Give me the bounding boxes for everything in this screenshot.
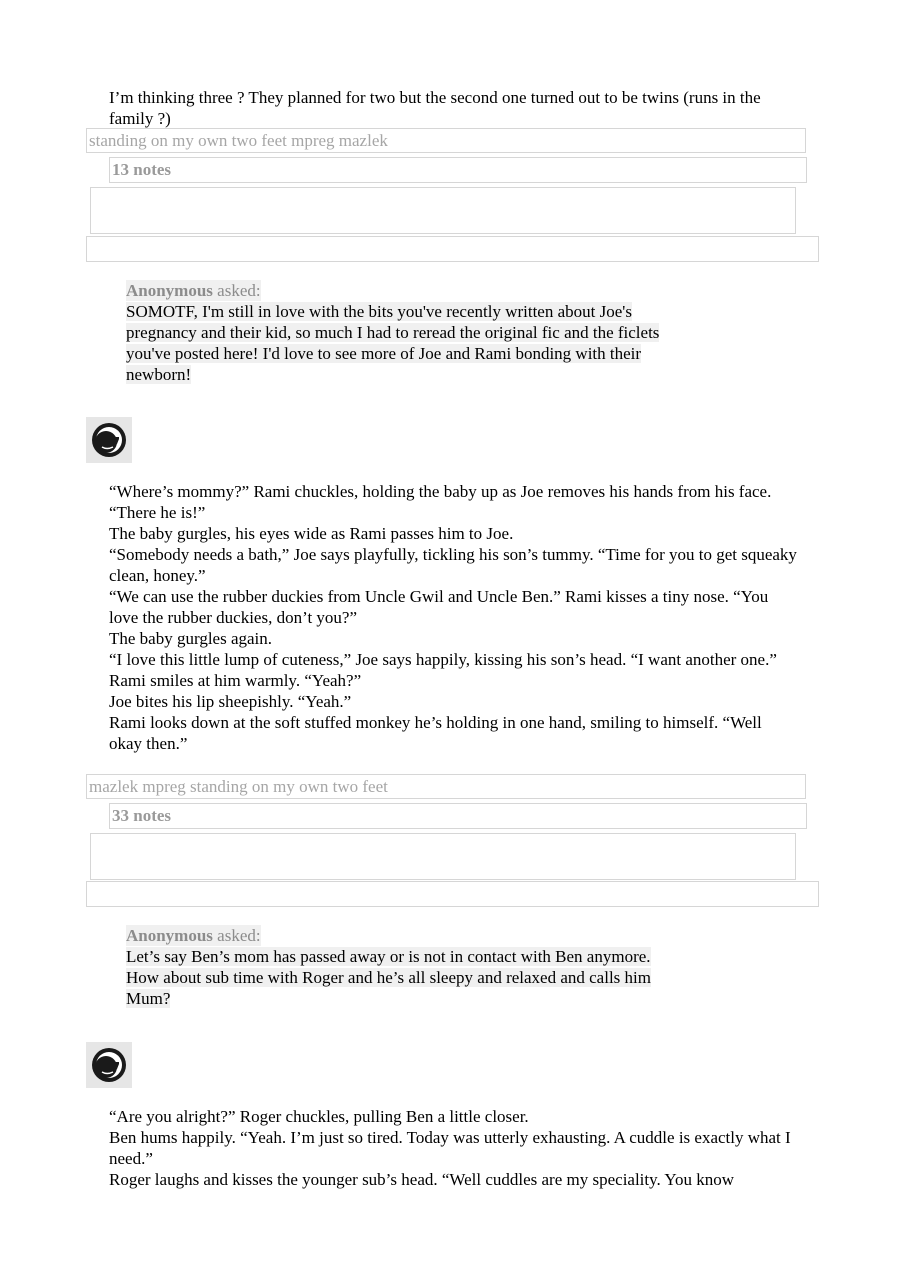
question-line: newborn! (126, 365, 192, 384)
post2-paragraph: Rami smiles at him warmly. “Yeah?” (109, 671, 362, 690)
post3-body (109, 1106, 799, 1190)
post2-notes-link[interactable]: 33 notes (109, 803, 807, 829)
question-line: you've posted here! I'd love to see more of Joe and Rami bonding with their (126, 344, 642, 363)
sunglasses-face-icon[interactable] (86, 417, 132, 463)
post3-question (126, 925, 651, 1009)
tag-link[interactable]: standing on my own two feet (89, 131, 287, 150)
post2-paragraph: Joe bites his lip sheepishly. “Yeah.” (109, 692, 352, 711)
post2-question (126, 280, 659, 385)
question-line: Let’s say Ben’s mom has passed away or is not in contact with Ben anymore. (126, 947, 651, 966)
question-line: How about sub time with Roger and he’s all sleepy and relaxed and calls him (126, 968, 651, 987)
avatar-svg (86, 417, 132, 463)
post2-paragraph: “Where’s mommy?” Rami chuckles, holding the baby up as Joe removes his hands from his face. “There he is!” (109, 482, 772, 522)
question-line: pregnancy and their kid, so much I had to reread the original fic and the ficlets (126, 323, 660, 342)
asker-label (126, 280, 261, 301)
post1-notes-link[interactable]: 13 notes (109, 157, 807, 183)
tag-link[interactable]: mazlek (89, 777, 139, 796)
avatar-svg (86, 1042, 132, 1088)
sunglasses-face-icon[interactable] (86, 1042, 132, 1088)
tag-link[interactable]: mazlek (338, 131, 388, 150)
post2-separator-box (86, 881, 819, 907)
post1-body (109, 87, 799, 129)
asker-name[interactable]: Anonymous (126, 926, 213, 945)
post1-separator-box (86, 236, 819, 262)
post2-paragraph: “Somebody needs a bath,” Joe says playfully, tickling his son’s tummy. “Time for you to get squeaky clean, honey.” (109, 545, 797, 585)
post2-paragraph: “We can use the rubber duckies from Uncle Gwil and Uncle Ben.” Rami kisses a tiny nose. “You love the rubber duckies, don’t you?” (109, 587, 769, 627)
post1-footer-box (90, 187, 796, 234)
post2-tags (86, 774, 806, 799)
post3-paragraph: Ben hums happily. “Yeah. I’m just so tired. Today was utterly exhausting. A cuddle is exactly what I need.” (109, 1128, 791, 1168)
tag-link[interactable]: mpreg (142, 777, 186, 796)
post1-tags (86, 128, 806, 153)
post2-paragraph: The baby gurgles again. (109, 629, 273, 648)
question-line: SOMOTF, I'm still in love with the bits you've recently written about Joe's (126, 302, 632, 321)
post2-body (109, 481, 799, 754)
post2-paragraph: Rami looks down at the soft stuffed monkey he’s holding in one hand, smiling to himself. “Well okay then.” (109, 713, 762, 753)
asked-label: asked: (217, 281, 261, 300)
asked-label: asked: (217, 926, 261, 945)
tag-link[interactable]: standing on my own two feet (190, 777, 388, 796)
tag-link[interactable]: mpreg (291, 131, 335, 150)
post3-paragraph: Roger laughs and kisses the younger sub’s head. “Well cuddles are my speciality. You know (109, 1170, 734, 1189)
post1-paragraph: I’m thinking three ? They planned for two but the second one turned out to be twins (runs in the family ?) (109, 88, 761, 128)
post2-paragraph: The baby gurgles, his eyes wide as Rami passes him to Joe. (109, 524, 514, 543)
post2-footer-box (90, 833, 796, 880)
post3-paragraph: “Are you alright?” Roger chuckles, pulling Ben a little closer. (109, 1107, 529, 1126)
question-line: Mum? (126, 989, 171, 1008)
asker-label (126, 925, 261, 946)
post2-paragraph: “I love this little lump of cuteness,” Joe says happily, kissing his son’s head. “I want another one.” (109, 650, 777, 669)
asker-name[interactable]: Anonymous (126, 281, 213, 300)
